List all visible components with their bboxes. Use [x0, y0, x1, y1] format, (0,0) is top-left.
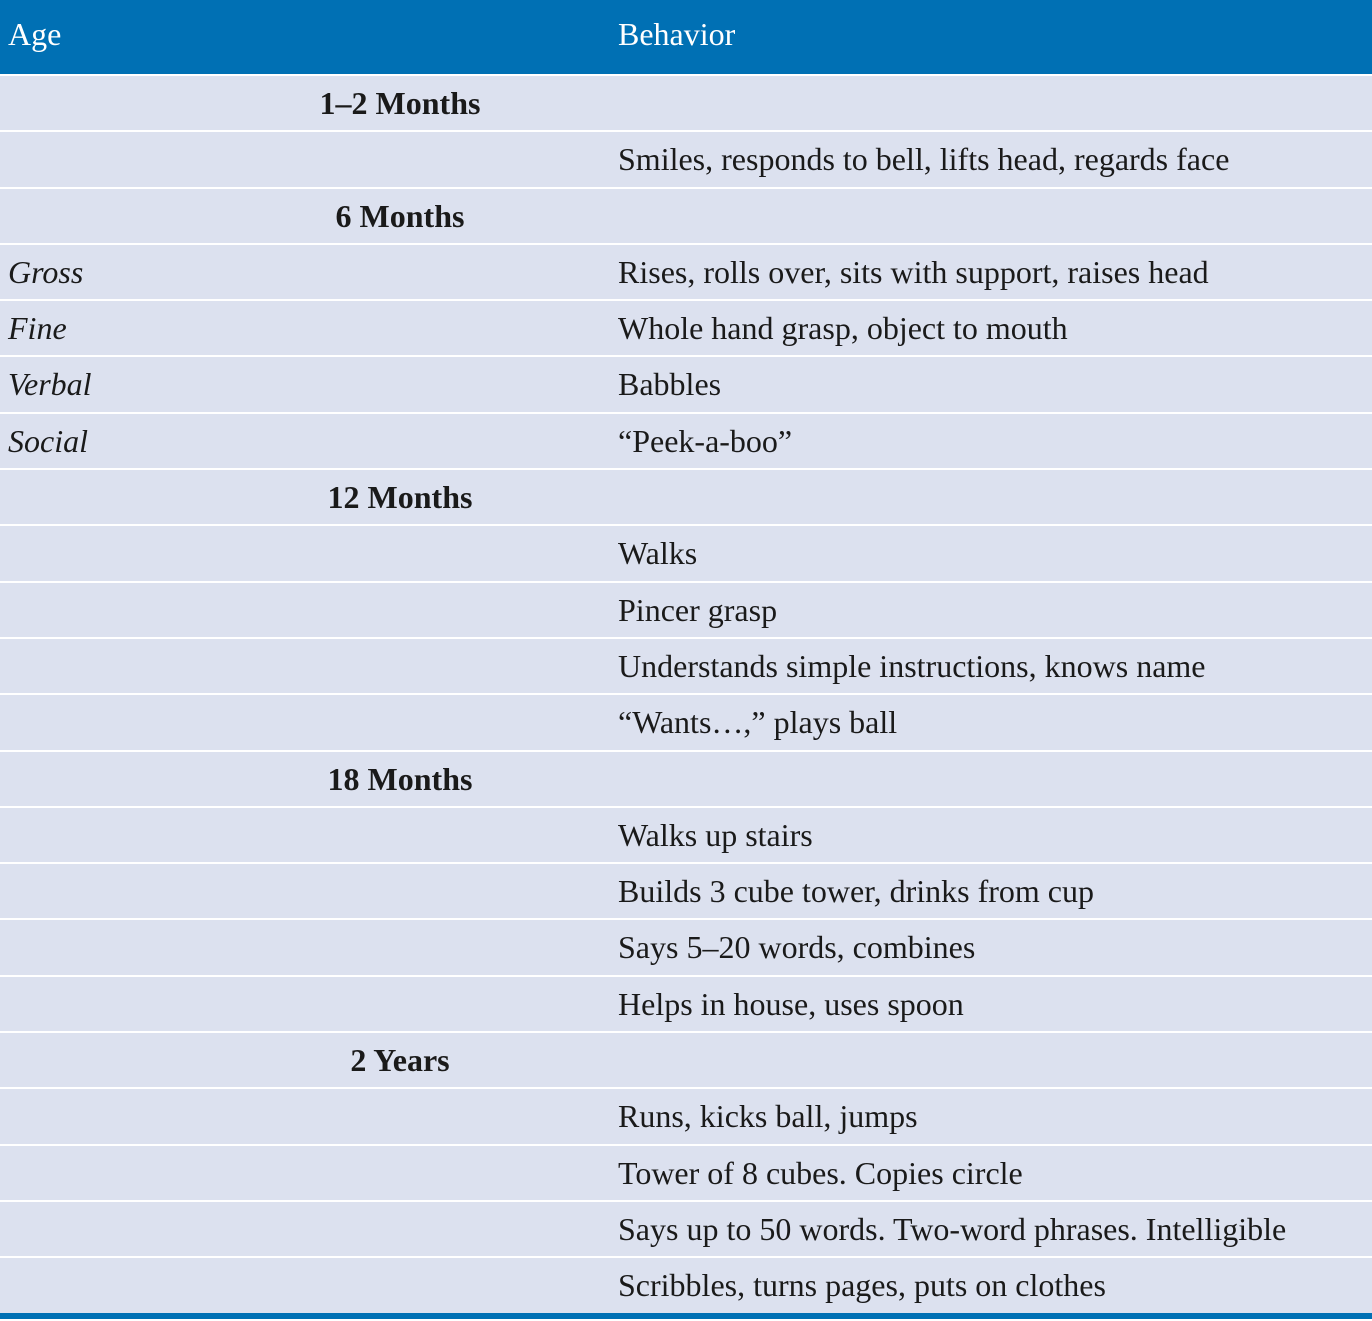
- table-row: [0, 695, 1372, 751]
- age-group-heading: 1–2 Months: [319, 85, 481, 121]
- table-header: [0, 0, 1372, 76]
- table-row: [0, 245, 1372, 301]
- table-row: [0, 977, 1372, 1033]
- table-row: [0, 357, 1372, 413]
- behavior-cell: Whole hand grasp, object to mouth: [618, 310, 1068, 347]
- column-header-behavior: Behavior: [618, 16, 736, 52]
- table-row: [0, 583, 1372, 639]
- behavior-cell: Tower of 8 cubes. Copies circle: [618, 1154, 1023, 1191]
- table-row: [0, 414, 1372, 470]
- behavior-cell: Helps in house, uses spoon: [618, 985, 964, 1022]
- age-group-heading: 6 Months: [335, 197, 465, 234]
- age-group-heading: 12 Months: [327, 479, 473, 516]
- behavior-cell: Babbles: [618, 366, 722, 403]
- age-group-heading: 2 Years: [350, 1042, 450, 1079]
- age-cell: Fine: [8, 310, 67, 347]
- behavior-cell: Says up to 50 words. Two-word phrases. Intelligible: [618, 1210, 1287, 1247]
- table-row: [0, 301, 1372, 357]
- table-row: [0, 1258, 1372, 1318]
- table-row: [0, 864, 1372, 920]
- age-group-row: [0, 752, 1372, 808]
- table-row: [0, 639, 1372, 695]
- table-row: [0, 920, 1372, 976]
- behavior-cell: Rises, rolls over, sits with support, raises head: [618, 253, 1209, 290]
- behavior-cell: “Wants…,” plays ball: [618, 704, 898, 741]
- age-cell: Social: [8, 422, 88, 459]
- behavior-cell: Understands simple instructions, knows name: [618, 647, 1206, 684]
- age-group-heading: 18 Months: [327, 760, 473, 797]
- table-row: [0, 1146, 1372, 1202]
- age-cell: Verbal: [8, 366, 92, 403]
- table-row: [0, 808, 1372, 864]
- behavior-cell: Smiles, responds to bell, lifts head, regards face: [618, 141, 1230, 178]
- age-group-row: [0, 189, 1372, 245]
- behavior-cell: Walks: [618, 535, 698, 572]
- age-group-row: [0, 1033, 1372, 1089]
- behavior-cell: “Peek-a-boo”: [618, 422, 793, 459]
- behavior-cell: Pincer grasp: [618, 591, 778, 628]
- table-row: [0, 1089, 1372, 1145]
- behavior-cell: Says 5–20 words, combines: [618, 929, 976, 966]
- behavior-cell: Scribbles, turns pages, puts on clothes: [618, 1267, 1106, 1304]
- table-body: [0, 76, 1372, 1319]
- behavior-cell: Builds 3 cube tower, drinks from cup: [618, 873, 1094, 910]
- age-cell: Gross: [8, 253, 84, 290]
- table-row: [0, 132, 1372, 188]
- age-group-row: [0, 76, 1372, 132]
- table-row: [0, 526, 1372, 582]
- table-row: [0, 1202, 1372, 1258]
- column-header-age: Age: [8, 16, 62, 52]
- age-group-row: [0, 470, 1372, 526]
- behavior-cell: Runs, kicks ball, jumps: [618, 1098, 918, 1135]
- behavior-cell: Walks up stairs: [618, 816, 813, 853]
